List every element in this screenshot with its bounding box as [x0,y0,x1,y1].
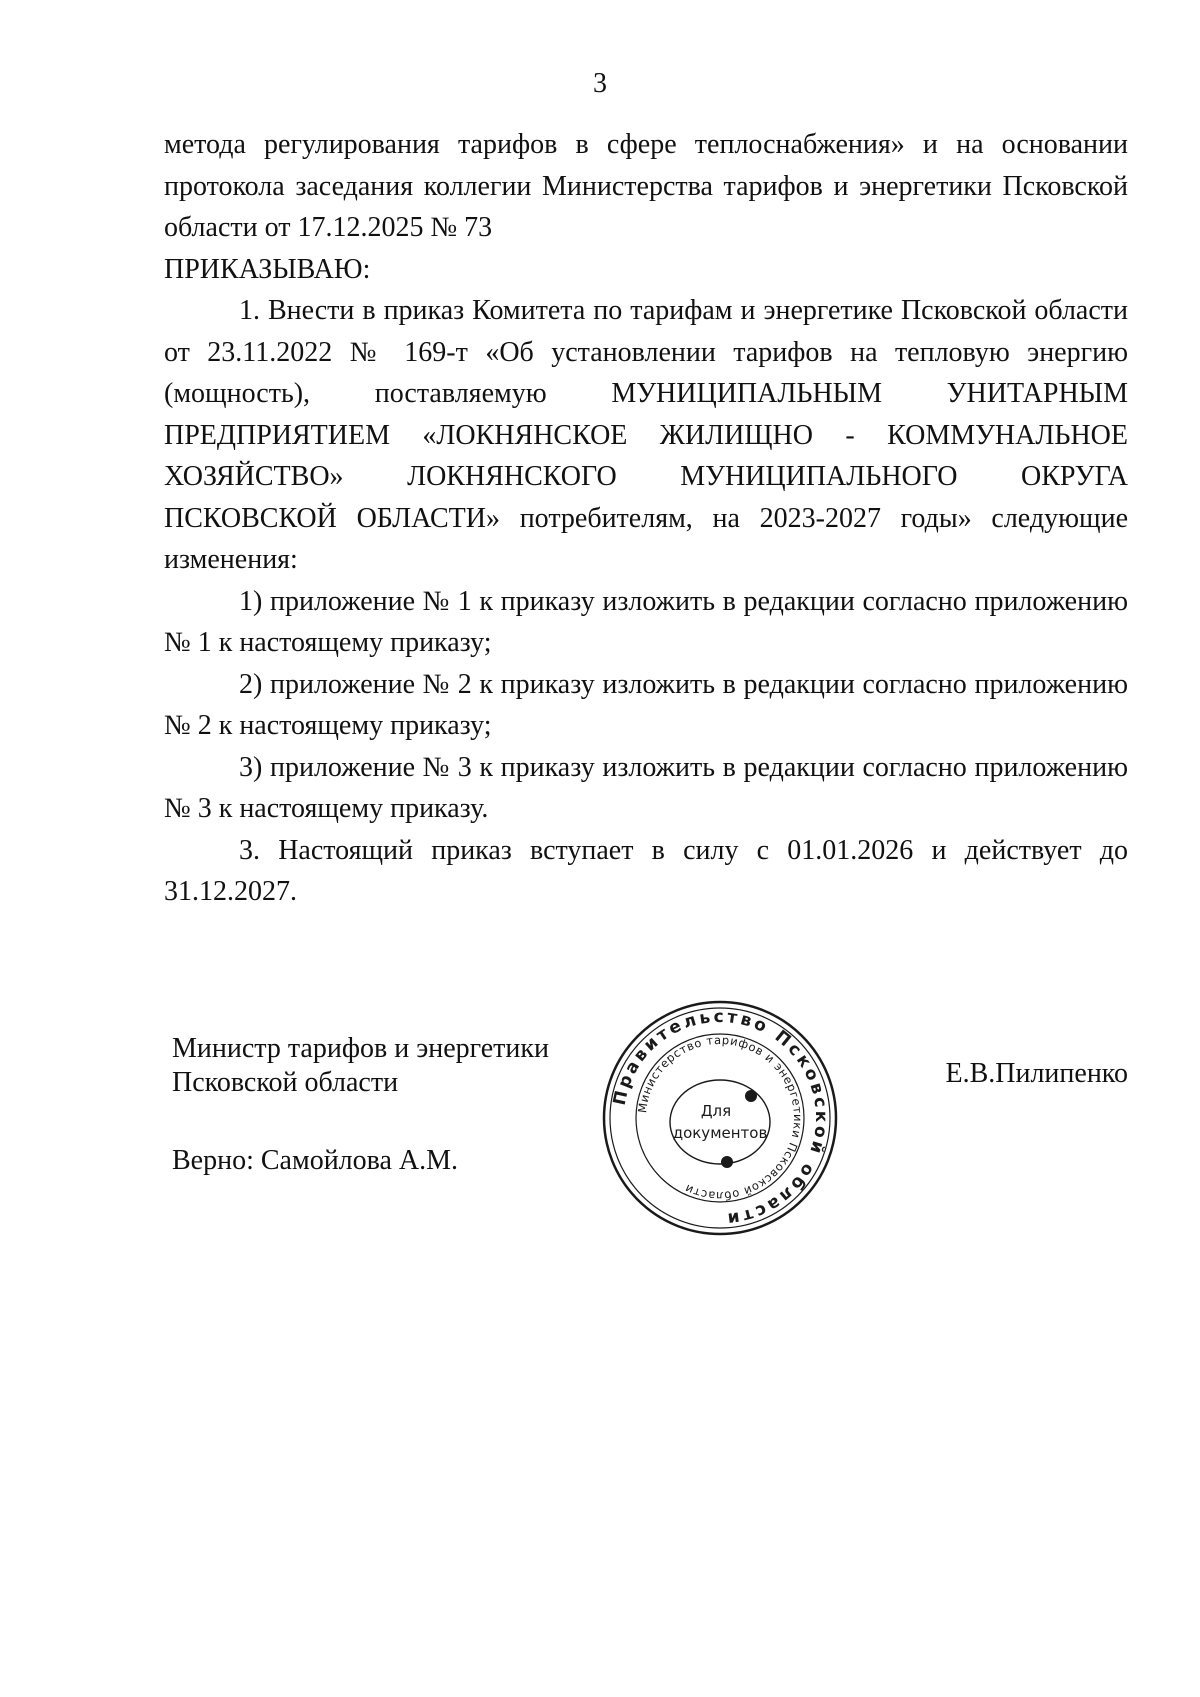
page-number: 3 [593,68,607,99]
signatory-position-line2: Псковской области [172,1067,399,1098]
official-seal-stamp [600,998,840,1238]
stamp-dot-top [745,1090,757,1102]
signatory-name: Е.В.Пилипенко [945,1058,1128,1089]
clause-3-paragraph: 3. Настоящий приказ вступает в силу с 01.01.2026 и действует до 31.12.2027. [164,834,1128,907]
subclause-2-paragraph: 2) приложение № 2 к приказу изложить в редакции согласно приложению № 2 к настоящему приказу; [164,668,1128,741]
order-heading: ПРИКАЗЫВАЮ: [164,253,371,285]
stamp-inner-text: Министерство тарифов и энергетики Псковской области [635,1032,806,1204]
stamp-center-line2: документов [672,1124,768,1142]
stamp-outer-text: Правительство Псковской области [609,1006,832,1230]
order-body [164,124,1128,913]
preamble-paragraph: метода регулирования тарифов в сфере теплоснабжения» и на основании протокола заседания коллегии Министерства тарифов и энергетики Псковской области от 17.12.2025 № 73 [164,129,1128,243]
clause-1-paragraph: 1. Внести в приказ Комитета по тарифам и энергетике Псковской области от 23.11.2022 № 169-т «Об установлении тарифов на тепловую энергию (мощность), поставляемую МУНИЦИПАЛЬНЫМ УНИТАРНЫМ ПРЕДПРИЯТИЕМ «ЛОКНЯНСКОЕ ЖИЛИЩНО - КОММУНАЛЬНОЕ ХОЗЯЙСТВО» ЛОКНЯНСКОГО МУНИЦИПАЛЬНОГО ОКРУГА ПСКОВСКОЙ ОБЛАСТИ» потребителям, на 2023-2027 годы» следующие изменения: [164,295,1128,575]
stamp-dot-bottom [721,1156,733,1168]
signatory-block [172,1032,549,1178]
stamp-center-line1: Для [700,1102,732,1120]
subclause-1-paragraph: 1) приложение № 1 к приказу изложить в редакции согласно приложению № 1 к настоящему приказу; [164,585,1128,658]
verified-by: Верно: Самойлова А.М. [172,1145,459,1176]
signatory-position-line1: Министр тарифов и энергетики [172,1033,549,1064]
subclause-3-paragraph: 3) приложение № 3 к приказу изложить в редакции согласно приложению № 3 к настоящему приказу. [164,751,1128,824]
